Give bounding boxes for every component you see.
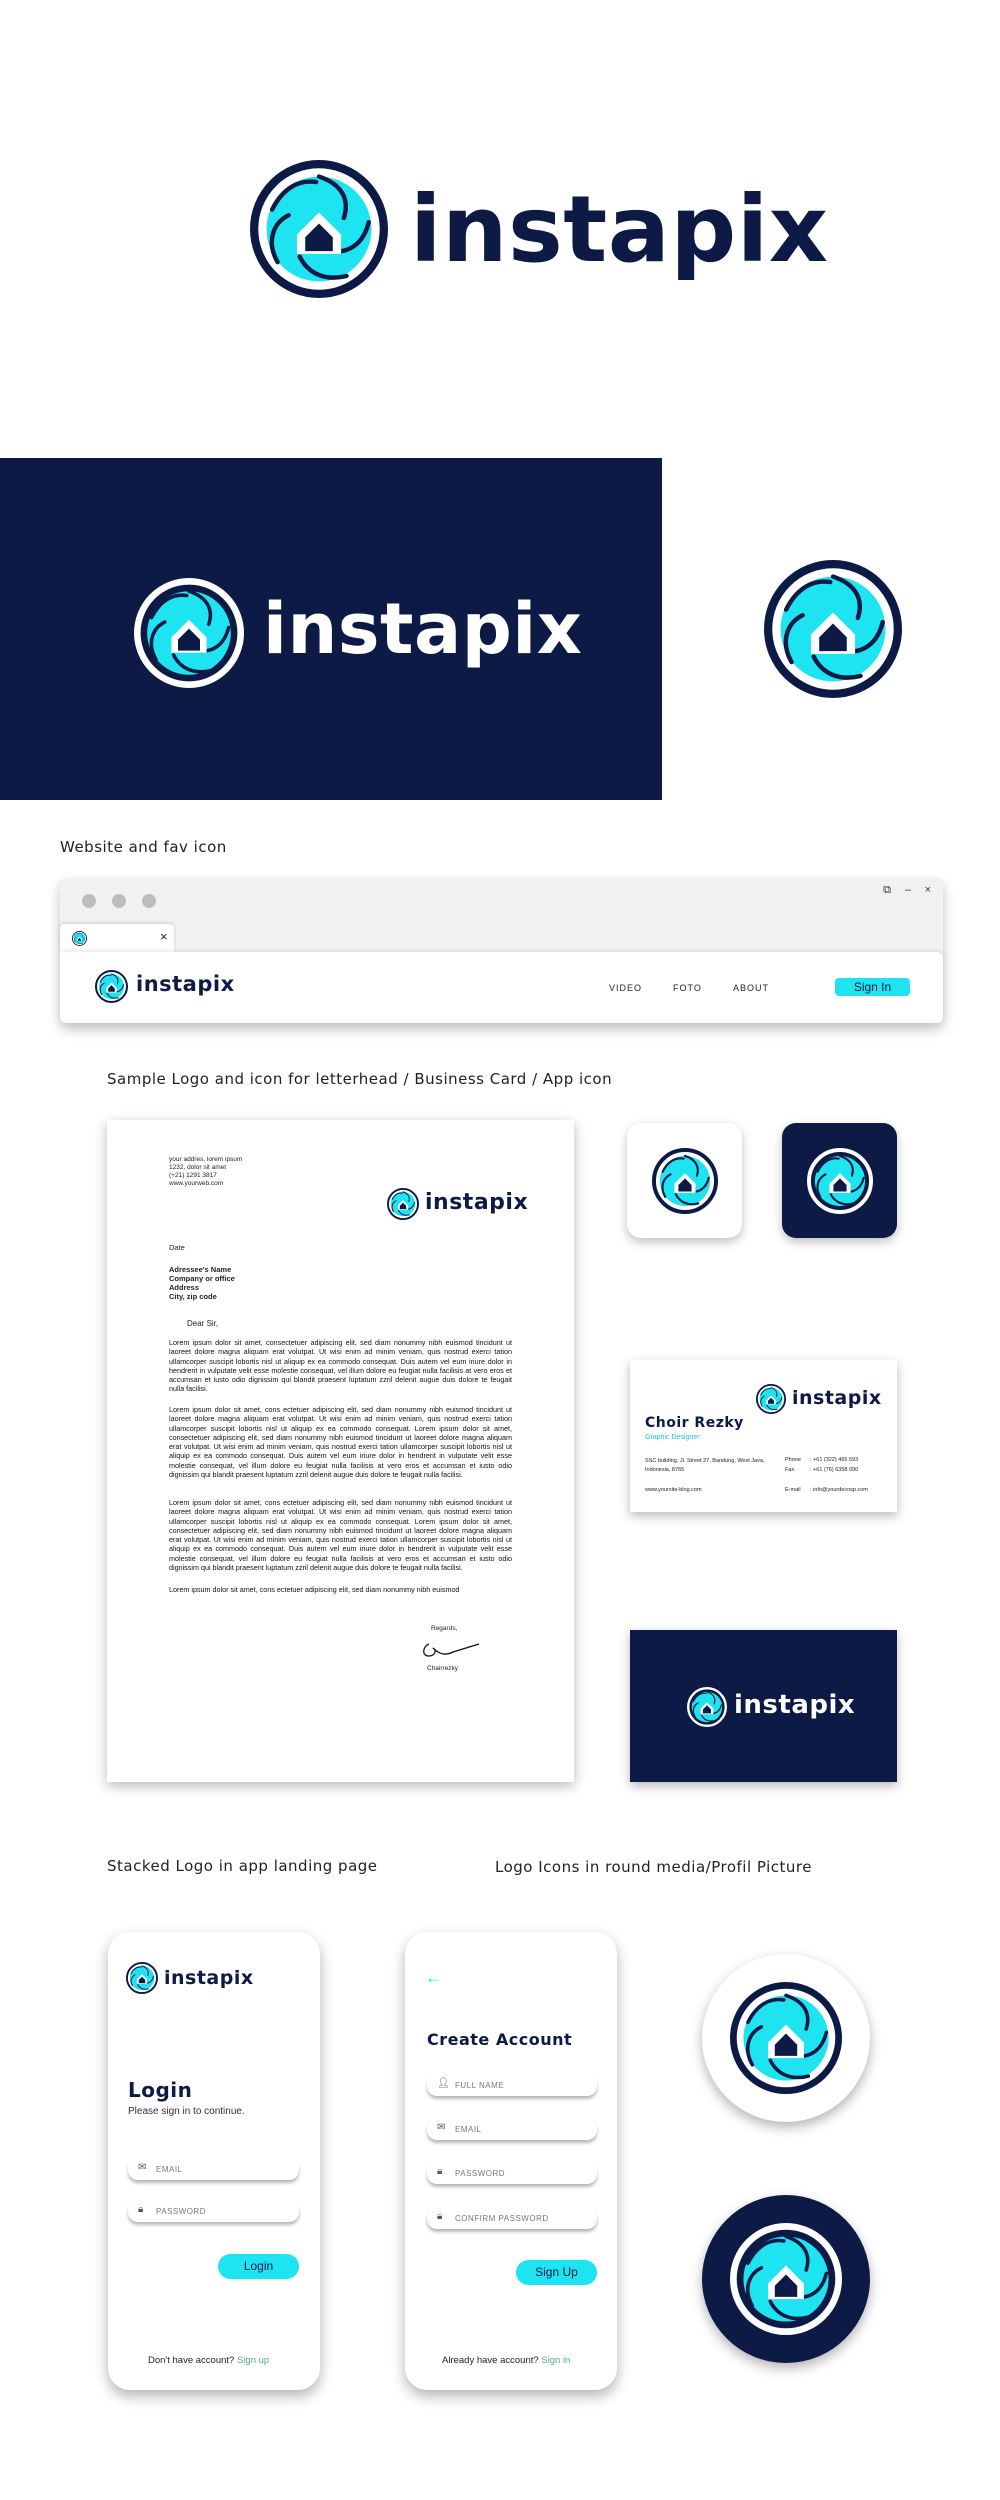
signin-link[interactable]: Sign in [541, 2355, 571, 2366]
login-title: Login [128, 2078, 193, 2102]
favicon-icon [72, 931, 87, 946]
user-icon: 👤︎ [437, 2078, 451, 2089]
business-card-back [630, 1630, 897, 1782]
section-label-round: Logo Icons in round media/Profil Picture [495, 1858, 812, 1876]
login-footer [148, 2355, 269, 2366]
letter-paragraph: Lorem ipsum dolor sit amet, cons ectetuer adipiscing elit, sed diam nonummy nibh euismod tincidunt ut laoreet dolore magna aliquam erat volutpat. Ut wisi enim ad minim veniam, quis nostrud exerci tation ullamcorper suscipit lobortis nisl ut aliquip ex ea commodo consequat. Lorem ipsum dolor sit amet, consectetuer adipiscing elit, sed diam nonummy nibh euismod tincidunt ut laoreet dolore magna aliquam erat volutpat. Ut wisi enim ad minim veniam, quis nostrud exerci tation ullamcorper suscipit lobortis nisl ut aliquip ex ea commodo consequat. Duis autem vel eum iriure dolor in hendrerit in vulputate velit esse molestie consequat, vel illum dolore eu feugiat nulla facilisis at vero eros et accumsan et iusto odio dignissim qui blandit praesent luptatum zzril delenit augue duis dolore te feugait nulla facilisi. [169, 1498, 512, 1573]
email-field[interactable] [128, 2158, 299, 2180]
recipient-line: Address [169, 1283, 200, 1292]
card-name: Choir Rezky [645, 1415, 744, 1431]
fullname-field[interactable] [427, 2074, 597, 2096]
instapix-logo-icon [756, 1384, 786, 1414]
email-placeholder: EMAIL [156, 2165, 183, 2174]
standalone-icon [764, 560, 902, 698]
card-phone-label: Phone [785, 1457, 801, 1463]
window-dot[interactable] [112, 894, 126, 908]
letterhead-page [107, 1120, 574, 1782]
email-field[interactable] [427, 2118, 597, 2140]
card-role: Graphic Designer [645, 1434, 700, 1441]
nav-about[interactable]: ABOUT [733, 983, 770, 993]
instapix-logo-icon [126, 1962, 158, 1994]
card-fax-label: Fax [785, 1467, 795, 1473]
hero-logo [250, 160, 829, 300]
instapix-logo-icon [250, 160, 388, 298]
browser-page [60, 952, 943, 1023]
regards: Regards, [431, 1625, 458, 1632]
signup-footer-text: Already have account? [442, 2355, 539, 2366]
signer-name: Chairrezky [427, 1665, 459, 1672]
instapix-logo-icon [730, 2223, 842, 2335]
back-arrow-icon[interactable]: ← [425, 1968, 442, 1987]
card-email-label: E-mail [785, 1487, 801, 1493]
instapix-logo-icon [95, 970, 128, 1003]
email-placeholder: EMAIL [455, 2125, 482, 2134]
window-restore-icon[interactable]: ⧉ [883, 884, 891, 896]
window-dot[interactable] [142, 894, 156, 908]
card-back-wordmark: instapix [734, 1690, 856, 1720]
instapix-logo-icon [730, 1982, 842, 2094]
section-label-website: Website and fav icon [60, 838, 227, 856]
navy-banner [0, 458, 662, 800]
recipient-block [169, 1265, 235, 1301]
letterhead-wordmark: instapix [425, 1190, 529, 1215]
recipient-line: City, zip code [169, 1292, 217, 1301]
recipient-line: Adressee's Name [169, 1265, 232, 1274]
signup-button[interactable]: Sign Up [516, 2260, 597, 2285]
lock-icon: 🔒︎ [437, 2211, 443, 2222]
card-phone: : +61 (322) 465 593 [810, 1457, 859, 1463]
lock-icon: 🔒︎ [138, 2204, 144, 2215]
fullname-placeholder: FULL NAME [455, 2081, 505, 2090]
card-fax: : +61 (76) 6358 090 [810, 1467, 859, 1473]
nav-video[interactable]: VIDEO [609, 983, 643, 993]
round-profile-light [702, 1954, 870, 2122]
instapix-logo-icon [687, 1687, 727, 1727]
section-label-stacked: Stacked Logo in app landing page [107, 1857, 378, 1875]
password-placeholder: PASSWORD [455, 2169, 506, 2178]
card-address: SSC building, Jl. Street 27, Bandung, West Java, Indonesia, 8765 [645, 1458, 765, 1473]
app-icon-dark [782, 1123, 897, 1238]
window-close-icon[interactable]: × [924, 884, 931, 896]
mail-icon: ✉ [138, 2162, 147, 2173]
login-wordmark: instapix [164, 1967, 254, 1989]
sender-address [169, 1156, 242, 1188]
instapix-logo-icon [387, 1188, 419, 1220]
business-card-front [630, 1360, 897, 1512]
address-line: www.yourweb.com [169, 1180, 224, 1187]
section-label-letterhead: Sample Logo and icon for letterhead / Business Card / App icon [107, 1070, 613, 1088]
signup-footer [442, 2355, 570, 2366]
signin-button[interactable]: Sign In [835, 978, 910, 996]
login-screen [108, 1932, 320, 2390]
signup-title: Create Account [427, 2030, 573, 2049]
card-web: www.yoursite-blog.com [645, 1487, 702, 1493]
login-subtitle: Please sign in to continue. [128, 2106, 245, 2117]
instapix-logo-icon [134, 578, 244, 688]
lock-icon: 🔒︎ [437, 2166, 443, 2177]
signup-link[interactable]: Sign up [236, 2355, 270, 2366]
hero-wordmark: instapix [410, 176, 829, 283]
password-field[interactable] [128, 2200, 299, 2222]
letter-paragraph: Lorem ipsum dolor sit amet, cons ectetuer adipiscing elit, sed diam nonummy nibh euismod tincidunt ut laoreet dolore magna aliquam erat volutpat. Ut wisi enim ad minim veniam, quis nostrud exerci tation ullamcorper suscipit lobortis nisl ut aliquip ex ea commodo consequat. Lorem ipsum dolor sit amet, consectetuer adipiscing elit, sed diam nonummy nibh euismod tincidunt ut laoreet dolore magna aliquam erat volutpat. Ut wisi enim ad minim veniam, quis nostrud exerci tation ullamcorper suscipit lobortis nisl ut aliquip ex ea commodo consequat. Duis autem vel eum iriure dolor in hendrerit in vulputate velit esse molestie consequat, vel illum dolore eu feugiat nulla facilisis at vero eros et accumsan et iusto odio dignissim qui blandit praesent luptatum zzril delenit augue duis dolore te feugait nulla facilisi. [169, 1405, 512, 1480]
confirm-password-placeholder: CONFIRM PASSWORD [455, 2214, 549, 2223]
letter-paragraph: Lorem ipsum dolor sit amet, consectetuer adipiscing elit, sed diam nonummy nibh euismod tincidunt ut laoreet dolore magna aliquam erat volutpat. Ut wisi enim ad minim veniam, quis nostrud exerci tation ullamcorper suscipit lobortis nisl ut aliquip ex ea commodo consequat. Duis autem vel eum iriure dolor in hendrerit in vulputate velit esse molestie consequat, vel illum dolore eu feugiat nulla facilisis at vero eros et accumsan et iusto odio dignissim qui blandit praesent luptatum zzril delenit augue duis dolore te feugait nulla facilisi. [169, 1338, 512, 1394]
mail-icon: ✉ [437, 2122, 446, 2133]
window-dot[interactable] [82, 894, 96, 908]
recipient-line: Company or office [169, 1274, 235, 1283]
confirm-password-field[interactable] [427, 2207, 597, 2229]
letter-date: Date [169, 1243, 185, 1252]
banner-wordmark: instapix [263, 588, 583, 670]
site-wordmark[interactable]: instapix [136, 972, 235, 996]
instapix-logo-icon [807, 1148, 873, 1214]
address-line: (+21) 1291 3817 [169, 1172, 217, 1179]
signup-screen [405, 1932, 617, 2390]
address-line: 1232, dolor sit amet [169, 1164, 227, 1171]
tab-close-icon[interactable]: × [160, 929, 168, 944]
salutation: Dear Sir, [187, 1319, 219, 1328]
browser-tab[interactable] [60, 924, 174, 952]
login-footer-text: Don't have account? [148, 2355, 235, 2366]
nav-foto[interactable]: FOTO [673, 983, 702, 993]
card-email: : info@yourdecosp.com [810, 1487, 868, 1493]
round-profile-dark [702, 2195, 870, 2363]
login-button[interactable]: Login [218, 2254, 299, 2279]
card-wordmark: instapix [792, 1387, 882, 1409]
instapix-logo-icon [652, 1148, 718, 1214]
password-field[interactable] [427, 2162, 597, 2184]
signature-icon [419, 1634, 483, 1662]
letter-paragraph: Lorem ipsum dolor sit amet, cons ectetuer adipiscing elit, sed diam nonummy nibh euismod [169, 1585, 460, 1594]
password-placeholder: PASSWORD [156, 2207, 207, 2216]
window-minimize-icon[interactable]: – [904, 884, 911, 896]
address-line: your addres, lorem ipsum [169, 1156, 243, 1163]
browser-window [60, 878, 943, 1023]
app-icon-light [627, 1123, 742, 1238]
